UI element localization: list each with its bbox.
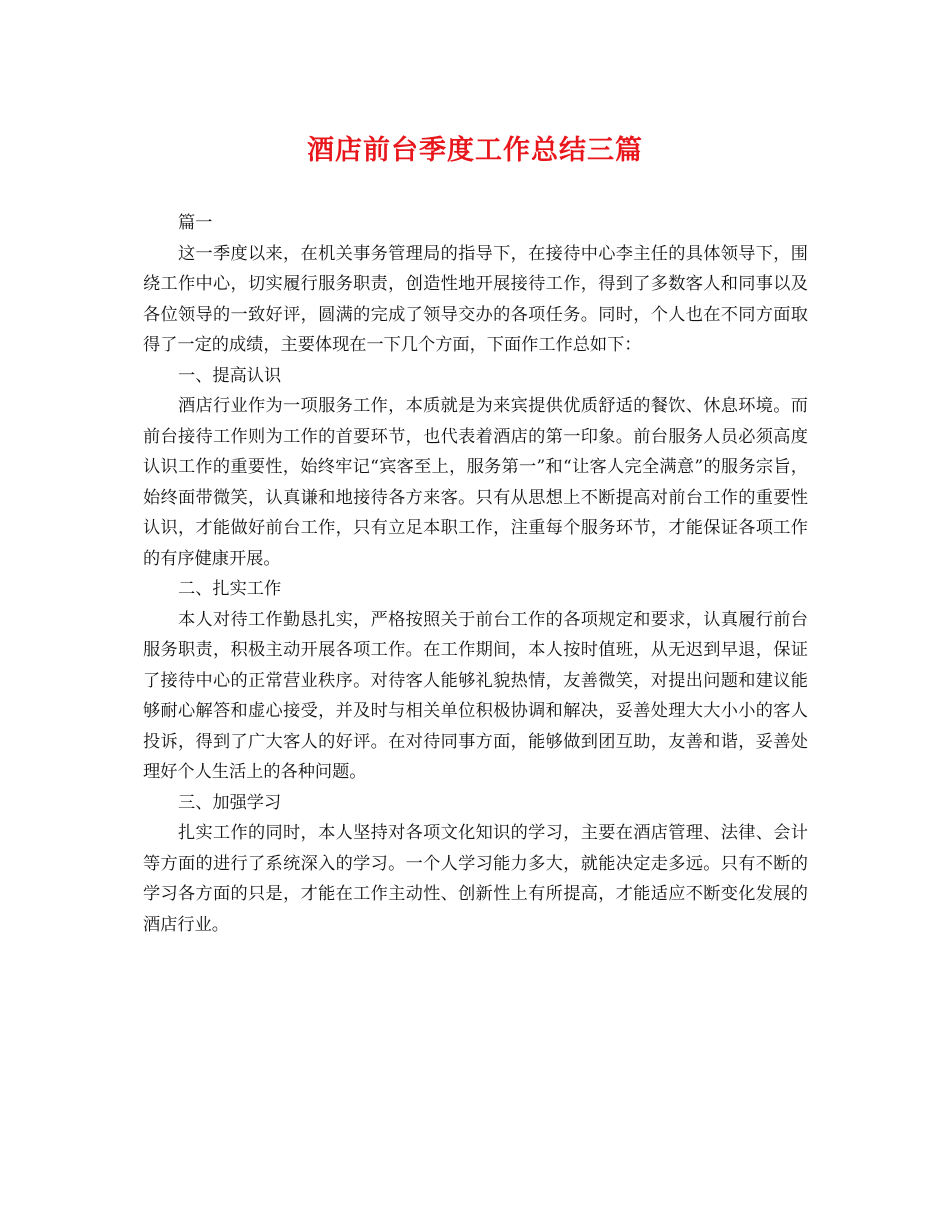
document-body bbox=[143, 208, 808, 940]
body-paragraph: 扎实工作的同时，本人坚持对各项文化知识的学习，主要在酒店管理、法律、会计等方面的进行了系统深入的学习。一个人学习能力多大，就能决定走多远。只有不断的学习各方面的只是，才能在工作主动性、创新性上有所提高，才能适应不断变化发展的酒店行业。 bbox=[143, 823, 808, 935]
body-paragraph: 本人对待工作勤恳扎实，严格按照关于前台工作的各项规定和要求，认真履行前台服务职责，积极主动开展各项工作。在工作期间，本人按时值班，从无迟到早退，保证了接待中心的正常营业秩序。对待客人能够礼貌热情，友善微笑，对提出问题和建议能够耐心解答和虚心接受，并及时与相关单位积极协调和解决，妥善处理大大小小的客人投诉，得到了广大客人的好评。在对待同事方面，能够做到团互助，友善和谐，妥善处理好个人生活上的各种问题。 bbox=[143, 609, 808, 782]
section-label: 篇一 bbox=[178, 213, 213, 233]
document-title: 酒店前台季度工作总结三篇 bbox=[307, 135, 643, 166]
body-paragraph: 酒店行业作为一项服务工作，本质就是为来宾提供优质舒适的餐饮、休息环境。而前台接待工作则为工作的首要环节，也代表着酒店的第一印象。前台服务人员必须高度认识工作的重要性，始终牢记“宾客至上，服务第一”和“让客人完全满意”的服务宗旨，始终面带微笑，认真谦和地接待各方来客。只有从思想上不断提高对前台工作的重要性认识，才能做好前台工作，只有立足本职工作，注重每个服务环节，才能保证各项工作的有序健康开展。 bbox=[143, 396, 808, 569]
section-heading: 一、提高认识 bbox=[178, 365, 282, 386]
section-heading: 三、加强学习 bbox=[178, 792, 282, 813]
section-heading: 二、扎实工作 bbox=[178, 579, 282, 599]
body-paragraph: 这一季度以来，在机关事务管理局的指导下，在接待中心李主任的具体领导下，围绕工作中心，切实履行服务职责，创造性地开展接待工作，得到了多数客人和同事以及各位领导的一致好评，圆满的完成了领导交办的各项任务。同时，个人也在不同方面取得了一定的成绩，主要体现在一下几个方面，下面作工作总如下： bbox=[143, 243, 808, 355]
